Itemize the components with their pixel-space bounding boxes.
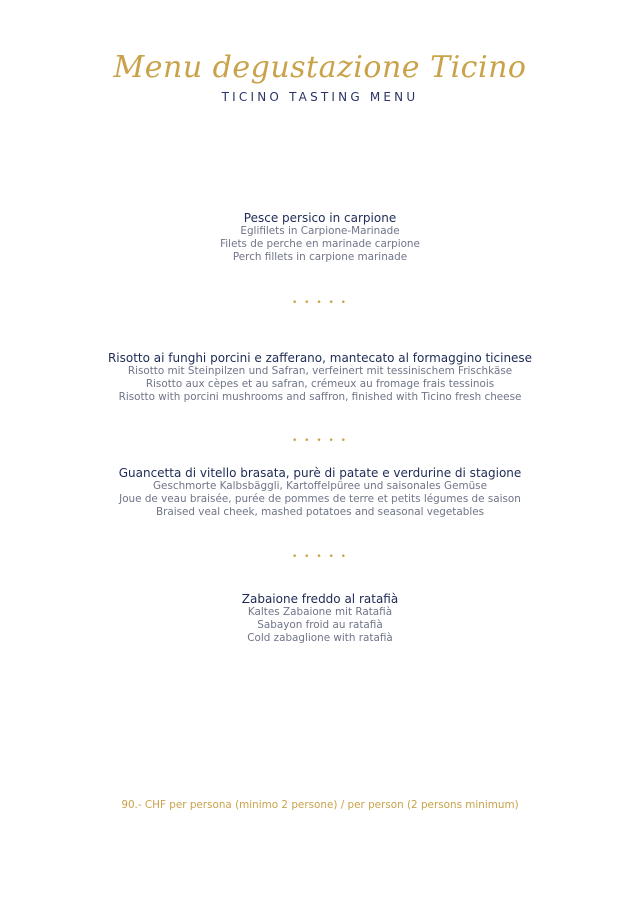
course-title: Guancetta di vitello brasata, purè di patate e verdurine di stagione xyxy=(118,466,522,480)
price-note: 90.- CHF per persona (minimo 2 persone) / per person (2 persons minimum) xyxy=(121,799,519,811)
course-description-en: Perch fillets in carpione marinade xyxy=(232,251,408,263)
separator-dots: • • • • • xyxy=(292,552,348,562)
course-description-fr: Sabayon froid au ratafià xyxy=(257,619,383,631)
course-description-de: Risotto mit Steinpilzen und Safran, verfeinert mit tessinischem Frischkäse xyxy=(127,365,513,377)
course-2 xyxy=(0,351,640,404)
course-title: Pesce persico in carpione xyxy=(243,211,397,225)
course-title: Zabaione freddo al ratafià xyxy=(241,592,399,606)
menu-script-title: Menu degustazione Ticino xyxy=(113,50,527,85)
course-description-fr: Risotto aux cèpes et au safran, crémeux au fromage frais tessinois xyxy=(145,378,495,390)
course-1 xyxy=(0,211,640,264)
course-description-en: Braised veal cheek, mashed potatoes and seasonal vegetables xyxy=(155,506,485,518)
course-3 xyxy=(0,466,640,519)
course-description-en: Cold zabaglione with ratafià xyxy=(247,632,393,644)
course-description-de: Geschmorte Kalbsbäggli, Kartoffelpüree und saisonales Gemüse xyxy=(153,480,487,492)
course-description-de: Eglifilets in Carpione-Marinade xyxy=(240,225,400,237)
course-title: Risotto ai funghi porcini e zafferano, mantecato al formaggino ticinese xyxy=(107,351,533,365)
separator-dots: • • • • • xyxy=(292,298,348,308)
course-description-fr: Joue de veau braisée, purée de pommes de terre et petits légumes de saison xyxy=(119,493,521,505)
menu-subtitle: TICINO TASTING MENU xyxy=(221,90,419,104)
course-4 xyxy=(0,592,640,645)
course-description-en: Risotto with porcini mushrooms and saffron, finished with Ticino fresh cheese xyxy=(118,391,522,403)
course-description-fr: Filets de perche en marinade carpione xyxy=(220,238,420,250)
menu-header xyxy=(0,48,640,104)
course-description-de: Kaltes Zabaione mit Ratafià xyxy=(247,606,393,618)
separator-dots: • • • • • xyxy=(292,436,348,446)
